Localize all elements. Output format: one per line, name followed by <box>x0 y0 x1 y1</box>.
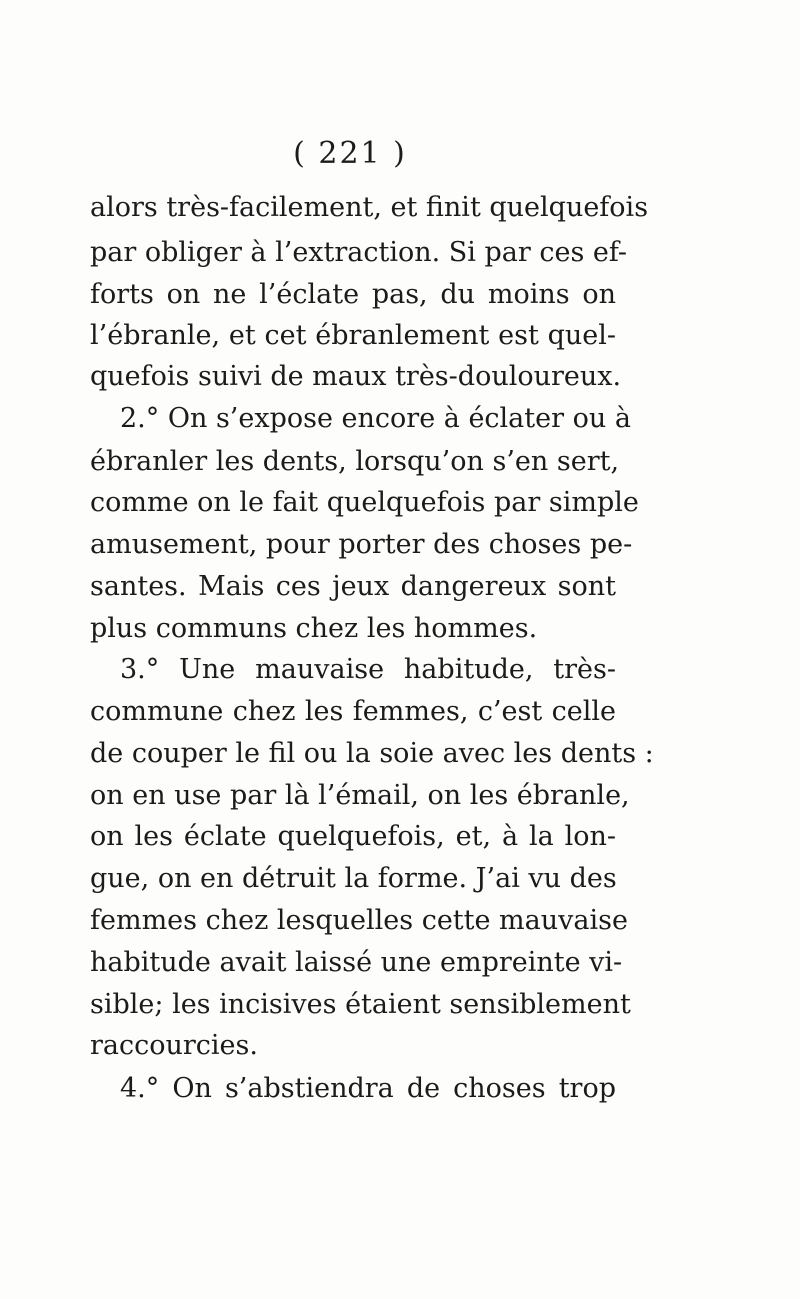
text-line: par obliger à l’extraction. Si par ces ef- <box>90 237 628 268</box>
text-line: alors très-facilement, et finit quelquefois <box>90 192 649 223</box>
paragraph-start-line: 3.° Une mauvaise habitude, très- <box>120 654 616 685</box>
text-line: l’ébranle, et cet ébranlement est quel- <box>90 320 616 351</box>
text-line: ébranler les dents, lorsqu’on s’en sert, <box>90 446 620 477</box>
text-line: on les éclate quelquefois, et, à la lon- <box>90 821 616 852</box>
text-line: habitude avait laissé une empreinte vi- <box>90 947 623 978</box>
text-line: commune chez les femmes, c’est celle <box>90 696 616 727</box>
text-line: forts on ne l’éclate pas, du moins on <box>90 279 616 310</box>
text-line: sible; les incisives étaient sensiblement <box>90 989 631 1020</box>
text-line: quefois suivi de maux très-douloureux. <box>90 361 622 392</box>
text-line: santes. Mais ces jeux dangereux sont <box>90 571 616 602</box>
text-line: raccourcies. <box>90 1030 258 1061</box>
text-line: plus communs chez les hommes. <box>90 613 538 644</box>
text-line: amusement, pour porter des choses pe- <box>90 529 633 560</box>
text-line: on en use par là l’émail, on les ébranle, <box>90 780 630 811</box>
text-line: comme on le fait quelquefois par simple <box>90 487 639 518</box>
text-line: femmes chez lesquelles cette mauvaise <box>90 905 628 936</box>
page-number: ( 221 ) <box>293 136 407 171</box>
text-line: gue, on en détruit la forme. J’ai vu des <box>90 863 617 894</box>
text-line: de couper le fil ou la soie avec les dents : <box>90 738 654 769</box>
paragraph-start-line: 4.° On s’abstiendra de choses trop <box>120 1073 616 1104</box>
paragraph-start-line: 2.° On s’expose encore à éclater ou à <box>120 403 631 434</box>
